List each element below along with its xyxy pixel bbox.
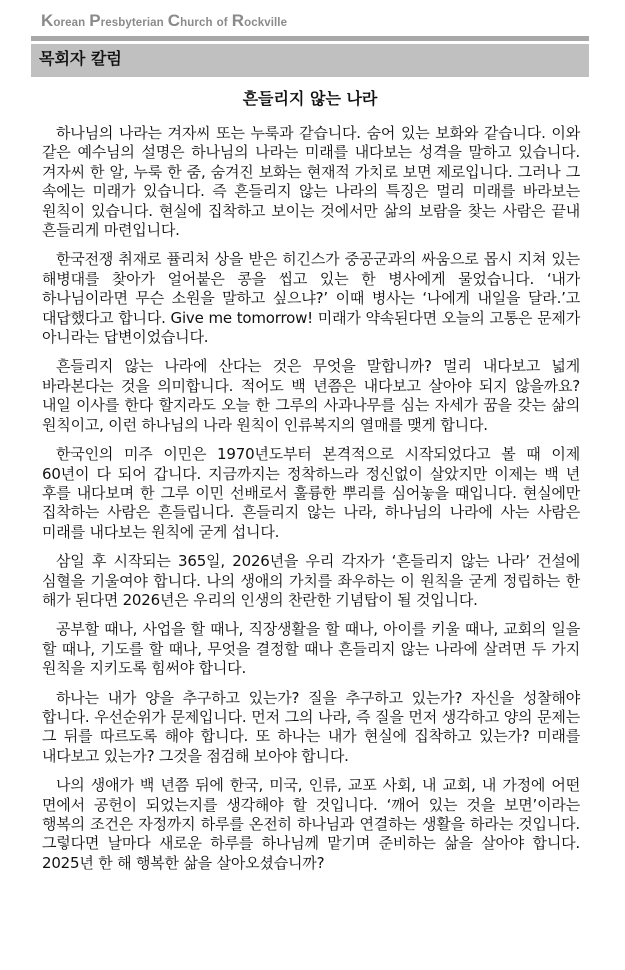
- church-name-word: hurch: [180, 17, 213, 29]
- church-name-initial: C: [167, 11, 181, 30]
- church-name-word: of: [216, 17, 228, 29]
- article-paragraph: 하나는 내가 양을 추구하고 있는가? 질을 추구하고 있는가? 자신을 성찰해야 합니다. 우선순위가 문제입니다. 먼저 그의 나라, 즉 질을 먼저 생각하고 양의 문제는 그 뒤를 따르도록 해야 합니다. 또 하나는 내가 현실에 집착하고 있는가? 미래를 내다보고 있는가? 그것을 점검해 보아야 합니다.: [42, 688, 580, 765]
- church-name-word: resbyterian: [100, 17, 164, 29]
- article-paragraph: 흔들리지 않는 나라에 산다는 것은 무엇을 말합니까? 멀리 내다보고 넓게 바라본다는 것을 의미합니다. 적어도 백 년쯤은 내다보고 살아야 되지 않을까요? 내일 이사를 한다 할지라도 오늘 한 그루의 사과나무를 심는 자세가 꿈을 갖는 삶의 원칙이고, 이런 하나님의 나라 원칙이 인류복지의 열매를 맺게 합니다.: [42, 357, 580, 434]
- article-paragraph: 하나님의 나라는 겨자씨 또는 누룩과 같습니다. 숨어 있는 보화와 같습니다. 이와 같은 예수님의 설명은 하나님의 나라는 미래를 내다보는 성격을 말하고 있습니다. 겨자씨 한 알, 누룩 한 줌, 숨겨진 보화는 현재적 가치로 보면 제로입니다. 그러나 그 속에는 미래가 있습니다. 즉 흔들리지 않는 나라의 특징은 멀리 미래를 바라보는 원칙이 있습니다. 현실에 집착하고 보이는 것에서만 삶의 보람을 찾는 사람은 끝내 흔들리게 마련입니다.: [42, 124, 580, 240]
- church-name-word: orean: [53, 17, 86, 29]
- church-name-initial: R: [231, 11, 245, 30]
- article-title: 흔들리지 않는 나라: [242, 89, 378, 108]
- church-name-header: [41, 12, 287, 30]
- header-divider: [31, 36, 589, 41]
- article-paragraph: 나의 생애가 백 년쯤 뒤에 한국, 미국, 인류, 교포 사회, 내 교회, 내 가정에 어떤 면에서 공헌이 되었는지를 생각해야 할 것입니다. ‘깨어 있는 것을 보면’이라는 행복의 조건은 자정까지 하루를 온전히 하나님과 연결하는 생활을 하라는 것입니다. 그렇다면 날마다 새로운 하루를 하나님께 맡기며 준비하는 삶을 살아야 합니다. 2025년 한 해 행복한 삶을 살아오셨습니까?: [42, 776, 580, 872]
- section-title: 목회자 칼럼: [39, 49, 122, 68]
- article-paragraph: 한국전쟁 취재로 퓰리처 상을 받은 히긴스가 중공군과의 싸움으로 몹시 지쳐 있는 해병대를 찾아가 얼어붙은 콩을 씹고 있는 한 병사에게 물었습니다. ‘내가 하나님이라면 무슨 소원을 말하고 싶으냐?’ 이때 병사는 ‘나에게 내일을 달라.’고 대답했다고 합니다. Give me tomorrow! 미래가 약속된다면 오늘의 고통은 문제가 아니라는 답변이었습니다.: [42, 250, 580, 347]
- church-name-initial: P: [89, 11, 101, 30]
- section-banner: [31, 44, 589, 77]
- article-body: [42, 124, 580, 873]
- church-name-word: ockville: [244, 17, 288, 29]
- article-paragraph: 삼일 후 시작되는 365일, 2026년을 우리 각자가 ‘흔들리지 않는 나라’ 건설에 심혈을 기울여야 합니다. 나의 생애의 가치를 좌우하는 이 원칙을 굳게 정립하는 한 해가 된다면 2026년은 우리의 인생의 찬란한 기념탑이 될 것입니다.: [42, 552, 580, 609]
- church-name-initial: K: [41, 11, 54, 30]
- article-paragraph: 한국인의 미주 이민은 1970년도부터 본격적으로 시작되었다고 볼 때 이제 60년이 다 되어 갑니다. 지금까지는 정착하느라 정신없이 살았지만 이제는 백 년 후를 내다보며 한 그루 이민 선배로서 훌륭한 뿌리를 심어놓을 때입니다. 현실에만 집착하는 사람은 흔들립니다. 흔들리지 않는 나라, 하나님의 나라에 사는 사람은 미래를 내다보는 원칙에 굳게 섭니다.: [42, 445, 580, 541]
- article-paragraph: 공부할 때나, 사업을 할 때나, 직장생활을 할 때나, 아이를 키울 때나, 교회의 일을 할 때나, 기도를 할 때나, 무엇을 결정할 때나 흔들리지 않는 나라에 살려면 두 가지 원칙을 지키도록 힘써야 합니다.: [42, 620, 580, 678]
